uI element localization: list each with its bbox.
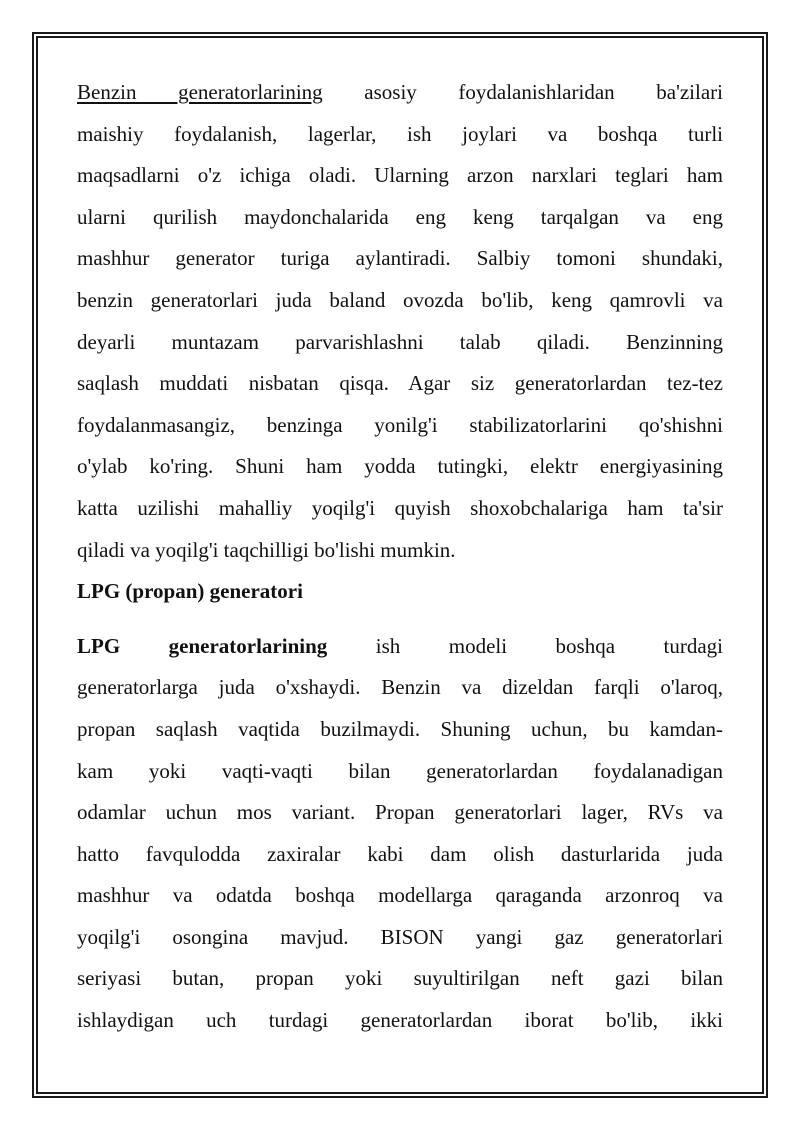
paragraph-line: mashhur va odatda boshqa modellarga qaraganda arzonroq va	[77, 883, 723, 908]
paragraph-lpg-generators	[77, 626, 723, 1042]
paragraph-line: o'ylab ko'ring. Shuni ham yodda tutingki, elektr energiyasining	[77, 454, 723, 479]
paragraph-line: generatorlarga juda o'xshaydi. Benzin va dizeldan farqli o'laroq,	[77, 675, 723, 700]
paragraph-line: ularni qurilish maydonchalarida eng keng tarqalgan va eng	[77, 204, 723, 229]
paragraph-text: asosiy foydalanishlaridan ba'zilari	[322, 80, 723, 104]
paragraph-line	[77, 626, 723, 668]
paragraph-line: benzin generatorlari juda baland ovozda bo'lib, keng qamrovli va	[77, 287, 723, 312]
paragraph-line: ishlaydigan uch turdagi generatorlardan iborat bo'lib, ikki	[77, 1008, 723, 1033]
lpg-generators-bold-term: LPG generatorlarining	[77, 633, 328, 658]
paragraph-text: ish modeli boshqa turdagi	[327, 633, 724, 658]
paragraph-line: mashhur generator turiga aylantiradi. Salbiy tomoni shundaki,	[77, 246, 723, 271]
paragraph-line: maishiy foydalanish, lagerlar, ish joylari va boshqa turli	[77, 121, 723, 146]
paragraph-line: maqsadlarni o'z ichiga oladi. Ularning arzon narxlari teglari ham	[77, 163, 723, 188]
paragraph-line: foydalanmasangiz, benzinga yonilg'i stabilizatorlarini qo'shishni	[77, 412, 723, 437]
paragraph-benzin-generators	[77, 72, 723, 571]
paragraph-gap	[77, 613, 723, 626]
paragraph-line: kam yoki vaqti-vaqti bilan generatorlardan foydalanadigan	[77, 758, 723, 783]
paragraph-line	[77, 72, 723, 114]
paragraph-line: katta uzilishi mahalliy yoqilg'i quyish shoxobchalariga ham ta'sir	[77, 495, 723, 520]
paragraph-line: deyarli muntazam parvarishlashni talab qiladi. Benzinning	[77, 329, 723, 354]
paragraph-line: qiladi va yoqilg'i taqchilligi bo'lishi mumkin.	[77, 537, 456, 562]
paragraph-line: propan saqlash vaqtida buzilmaydi. Shuning uchun, bu kamdan-	[77, 716, 723, 741]
paragraph-line: hatto favqulodda zaxiralar kabi dam olish dasturlarida juda	[77, 841, 723, 866]
benzin-generators-link[interactable]: Benzin generatorlarining	[77, 80, 323, 104]
paragraph-line: odamlar uchun mos variant. Propan generatorlari lager, RVs va	[77, 800, 723, 825]
document-body	[77, 72, 723, 1042]
paragraph-line: seriyasi butan, propan yoki suyultirilgan neft gazi bilan	[77, 966, 723, 991]
paragraph-line: yoqilg'i osongina mavjud. BISON yangi gaz generatorlari	[77, 924, 723, 949]
paragraph-line: saqlash muddati nisbatan qisqa. Agar siz generatorlardan tez-tez	[77, 371, 723, 396]
section-heading-lpg: LPG (propan) generatori	[77, 579, 303, 604]
